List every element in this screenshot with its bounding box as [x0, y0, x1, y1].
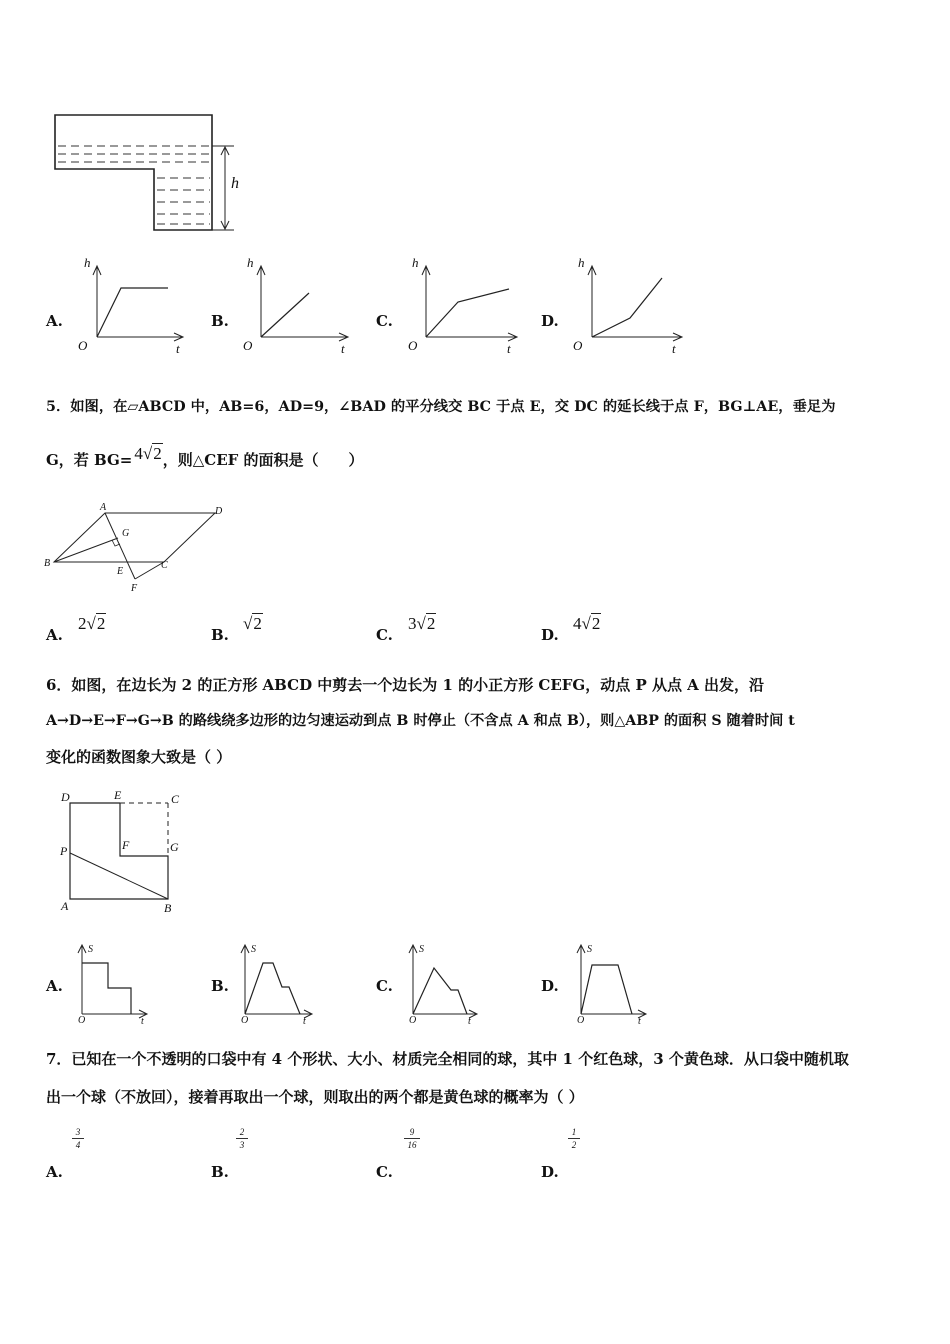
q4-graph-d [541, 255, 691, 360]
point-label-b: B [44, 558, 51, 569]
q7-option-a[interactable] [46, 1125, 196, 1185]
parallelogram-drawing [40, 500, 240, 600]
q4-option-c[interactable] [376, 255, 526, 360]
tank-drawing [50, 110, 260, 240]
point-label-f: F [122, 838, 130, 852]
q6-line2: A→D→E→F→G→B 的路线绕多边形的边匀速运动到点 B 时停止（不含点 A 和点 B），则△ABP 的面积 S 随着时间 t [46, 713, 795, 729]
q5-option-d[interactable] [541, 612, 691, 646]
coef: 4 [573, 614, 582, 633]
q7-option-b[interactable] [211, 1125, 361, 1185]
q7-option-d[interactable] [541, 1125, 691, 1185]
q4-option-b[interactable] [211, 255, 361, 360]
denominator: 16 [407, 1140, 417, 1150]
q6-option-c[interactable] [376, 940, 526, 1030]
point-label-d: D [61, 790, 70, 804]
origin-label: O [78, 1015, 86, 1026]
option-letter: D. [541, 1163, 559, 1181]
q4-options [0, 255, 950, 365]
tank-figure [50, 110, 260, 240]
y-axis-label: h [247, 255, 254, 270]
point-label-a: A [61, 899, 69, 913]
option-letter: B. [211, 1163, 229, 1181]
q5-option-b[interactable] [211, 612, 361, 646]
option-letter: A. [46, 1163, 63, 1181]
y-axis-label: S [419, 944, 424, 955]
denominator: 3 [239, 1140, 245, 1150]
radicand: 2 [426, 614, 436, 633]
origin-label: O [573, 338, 583, 353]
origin-label: O [409, 1015, 417, 1026]
option-letter: C. [376, 1163, 393, 1181]
origin-label: O [577, 1015, 585, 1026]
q4-option-d[interactable] [541, 255, 691, 360]
option-value: 3√2 [408, 614, 436, 633]
option-letter: D. [541, 312, 559, 330]
option-letter: B. [211, 977, 229, 995]
q5-line2-pre: G，若 BG= [46, 451, 133, 469]
point-label-d: D [215, 506, 223, 517]
radicand: 2 [591, 614, 601, 633]
x-axis-label: t [672, 341, 676, 356]
fraction-bar [72, 1138, 84, 1139]
origin-label: O [78, 338, 88, 353]
option-value: 4√2 [573, 614, 601, 633]
q5-option-a[interactable] [46, 612, 196, 646]
numerator: 1 [571, 1127, 577, 1137]
x-axis-label: t [303, 1016, 306, 1027]
q5-figure [40, 500, 240, 600]
q6-option-b[interactable] [211, 940, 361, 1030]
q6-options [0, 940, 950, 1030]
origin-label: O [408, 338, 418, 353]
point-label-e: E [114, 788, 122, 802]
y-axis-label: h [412, 255, 419, 270]
q7-line1: 7．已知在一个不透明的口袋中有 4 个形状、大小、材质完全相同的球，其中 1 个红色球，3 个黄色球．从口袋中随机取 [46, 1050, 849, 1068]
q6-graph-d [541, 940, 691, 1030]
option-value: √2 [243, 614, 262, 633]
q5-options [0, 612, 950, 646]
option-letter: A. [46, 312, 63, 330]
radicand: 2 [96, 614, 106, 633]
fraction [72, 1127, 84, 1150]
option-value: 2√2 [78, 614, 106, 633]
denominator: 2 [571, 1140, 577, 1150]
option-letter: D. [541, 626, 559, 644]
option-letter: C. [376, 977, 393, 995]
q7-option-c[interactable] [376, 1125, 526, 1185]
q5-bg-rad: 2 [153, 444, 162, 463]
q5-line1: 5．如图，在▱ABCD 中，AB=6，AD=9，∠BAD 的平分线交 BC 于点 E，交 DC 的延长线于点 F，BG⊥AE，垂足为 [46, 399, 836, 415]
option-letter: B. [211, 312, 229, 330]
numerator: 3 [75, 1127, 81, 1137]
fraction [568, 1127, 580, 1150]
coef: 3 [408, 614, 417, 633]
option-letter: D. [541, 977, 559, 995]
option-letter: C. [376, 312, 393, 330]
point-label-f: F [131, 583, 138, 594]
point-label-b: B [164, 901, 172, 915]
option-letter: C. [376, 626, 393, 644]
q6-option-a[interactable] [46, 940, 196, 1030]
option-letter: B. [211, 626, 229, 644]
fraction [404, 1127, 420, 1150]
q5-line2-post: ，则△CEF 的面积是（ ） [162, 451, 364, 469]
q7-options [0, 1125, 950, 1185]
x-axis-label: t [638, 1016, 641, 1027]
q6-graph-a [46, 940, 196, 1030]
q6-line1: 6．如图，在边长为 2 的正方形 ABCD 中剪去一个边长为 1 的小正方形 CEFG，动点 P 从点 A 出发，沿 [46, 676, 765, 694]
point-label-p: P [60, 844, 68, 858]
sqrt-sign: √ [142, 444, 153, 463]
numerator: 2 [239, 1127, 245, 1137]
numerator: 9 [409, 1127, 415, 1137]
tank-h-label: h [231, 175, 239, 192]
q5-line2 [46, 444, 364, 479]
point-label-a: A [100, 502, 107, 513]
q6-graph-b [211, 940, 361, 1030]
coef: 2 [78, 614, 87, 633]
point-label-c: C [161, 560, 168, 571]
denominator: 4 [75, 1140, 81, 1150]
radicand: 2 [253, 614, 262, 633]
q4-graph-c [376, 255, 526, 360]
x-axis-label: t [176, 341, 180, 356]
fraction-bar [568, 1138, 580, 1139]
option-letter: A. [46, 977, 63, 995]
fraction [236, 1127, 248, 1150]
point-label-c: C [171, 792, 180, 806]
q4-graph-b [211, 255, 361, 360]
origin-label: O [241, 1015, 249, 1026]
q6-figure [55, 786, 195, 916]
y-axis-label: S [251, 944, 256, 955]
q4-option-a[interactable] [46, 255, 196, 360]
q6-graph-c [376, 940, 526, 1030]
x-axis-label: t [141, 1016, 144, 1027]
y-axis-label: S [587, 944, 592, 955]
y-axis-label: h [578, 255, 585, 270]
option-letter: A. [46, 626, 63, 644]
y-axis-label: S [88, 944, 93, 955]
q6-option-d[interactable] [541, 940, 691, 1030]
q5-bg-coef: 4 [134, 444, 143, 463]
q5-option-c[interactable] [376, 612, 526, 646]
x-axis-label: t [341, 341, 345, 356]
x-axis-label: t [468, 1016, 471, 1027]
fraction-bar [404, 1138, 420, 1139]
y-axis-label: h [84, 255, 91, 270]
q7-line2: 出一个球（不放回），接着再取出一个球，则取出的两个都是黄色球的概率为（ ） [46, 1088, 584, 1106]
q6-line3: 变化的函数图象大致是（ ） [46, 748, 232, 766]
point-label-e: E [117, 566, 124, 577]
fraction-bar [236, 1138, 248, 1139]
origin-label: O [243, 338, 253, 353]
point-label-g: G [170, 840, 179, 854]
q4-graph-a [46, 255, 196, 360]
x-axis-label: t [507, 341, 511, 356]
point-label-g: G [122, 528, 130, 539]
